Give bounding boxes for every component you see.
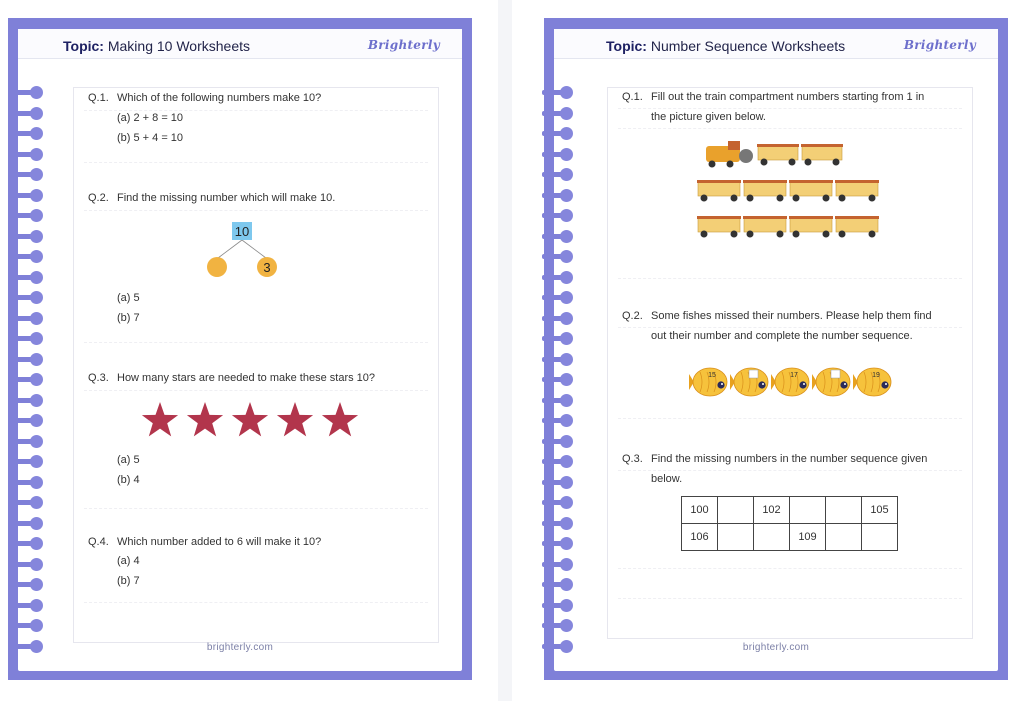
ring-hole (560, 599, 573, 612)
ring-hole (30, 291, 43, 304)
divider (618, 128, 962, 129)
spiral-ring (12, 250, 48, 263)
spiral-ring (12, 394, 48, 407)
table-cell-blank[interactable] (754, 524, 790, 551)
table-cell-blank[interactable] (826, 497, 862, 524)
wheel-icon (789, 159, 796, 166)
ring-hole (30, 394, 43, 407)
topic-label: Topic: (63, 38, 104, 54)
spiral-ring (542, 435, 578, 448)
option-b: (b) 4 (117, 474, 140, 486)
wheel-icon (701, 195, 708, 202)
divider (618, 108, 962, 109)
ring-hole (560, 86, 573, 99)
spiral-ring (12, 517, 48, 530)
question-number: Q.1. (88, 92, 109, 104)
spiral-ring (12, 558, 48, 571)
wheel-icon (793, 195, 800, 202)
topic-title: Number Sequence Worksheets (650, 38, 846, 54)
worksheet-sheet (544, 18, 1008, 680)
ring-hole (560, 435, 573, 448)
option-a: (a) 5 (117, 292, 140, 304)
option-b: (b) 5 + 4 = 10 (117, 132, 184, 144)
ring-hole (30, 86, 43, 99)
option-b: (b) 7 (117, 575, 140, 587)
divider (84, 508, 428, 509)
spiral-ring (542, 476, 578, 489)
page-title (606, 38, 845, 54)
table-cell: 100 (682, 497, 718, 524)
ring-hole (560, 230, 573, 243)
divider (618, 418, 962, 419)
spiral-ring (12, 107, 48, 120)
wheel-icon (805, 159, 812, 166)
table-cell-blank[interactable] (718, 497, 754, 524)
question-3 (88, 372, 375, 384)
ring-hole (560, 619, 573, 632)
divider (84, 342, 428, 343)
spiral-ring (542, 107, 578, 120)
spiral-ring (542, 599, 578, 612)
wheel-icon (839, 195, 846, 202)
number-sequence-table (681, 496, 898, 551)
wheel-icon (747, 231, 754, 238)
train-picture (696, 138, 886, 246)
ring-hole (560, 189, 573, 202)
spiral-ring (542, 414, 578, 427)
train-car (698, 182, 740, 196)
topic-label: Topic: (606, 38, 647, 54)
ring-hole (30, 332, 43, 345)
ring-hole (560, 353, 573, 366)
divider (84, 210, 428, 211)
ring-hole (560, 640, 573, 653)
ring-hole (560, 107, 573, 120)
train-car-roof (789, 180, 833, 183)
spiral-ring (542, 455, 578, 468)
worksheet-page (554, 29, 998, 671)
bond-line (218, 240, 242, 258)
ring-hole (30, 373, 43, 386)
wheel-icon (869, 195, 876, 202)
ring-hole (560, 373, 573, 386)
ring-hole (560, 496, 573, 509)
ring-hole (30, 537, 43, 550)
ring-hole (30, 496, 43, 509)
spiral-ring (542, 373, 578, 386)
fish-number: 17 (790, 372, 798, 379)
spiral-ring (12, 599, 48, 612)
wheel-icon (823, 195, 830, 202)
train-car (790, 182, 832, 196)
ring-hole (30, 209, 43, 222)
ring-hole (30, 107, 43, 120)
question-text: Find the missing number which will make 10. (117, 192, 336, 204)
worksheet-sheet (8, 18, 472, 680)
wheel-icon (833, 159, 840, 166)
spiral-ring (12, 230, 48, 243)
bond-left-circle (207, 257, 227, 277)
fish-icon (853, 368, 891, 396)
question-2-line-2: out their number and complete the number sequence. (651, 330, 913, 342)
spiral-ring (542, 496, 578, 509)
ring-hole (30, 640, 43, 653)
table-row (682, 497, 898, 524)
train-car-roof (835, 216, 879, 219)
worksheet-header (18, 29, 462, 59)
ring-hole (560, 250, 573, 263)
spiral-ring (12, 148, 48, 161)
spiral-ring (542, 619, 578, 632)
train-car-roof (743, 216, 787, 219)
question-2 (622, 310, 932, 322)
star-icon (277, 402, 313, 436)
spiral-ring (12, 414, 48, 427)
question-text: Which number added to 6 will make it 10? (117, 536, 322, 548)
divider (84, 390, 428, 391)
ring-hole (30, 435, 43, 448)
divider (84, 162, 428, 163)
footer-url: brighterly.com (742, 642, 810, 653)
question-number: Q.3. (622, 453, 643, 465)
question-number: Q.3. (88, 372, 109, 384)
page-title (63, 38, 250, 54)
ring-hole (30, 230, 43, 243)
ring-hole (30, 189, 43, 202)
brighterly-logo: Brighterly (903, 38, 976, 52)
ring-hole (30, 455, 43, 468)
spiral-ring (542, 168, 578, 181)
divider (618, 568, 962, 569)
spiral-ring (542, 558, 578, 571)
ring-hole (30, 619, 43, 632)
fish-icon (689, 368, 727, 396)
table-cell: 109 (790, 524, 826, 551)
table-cell-blank[interactable] (790, 497, 826, 524)
worksheet-page (18, 29, 462, 671)
ring-hole (30, 414, 43, 427)
fish-number: 19 (872, 372, 880, 379)
train-car (758, 146, 798, 160)
divider (618, 327, 962, 328)
spiral-ring (542, 312, 578, 325)
questions-box (607, 87, 973, 639)
question-3-line-2: below. (651, 473, 683, 485)
spiral-ring (12, 168, 48, 181)
ring-hole (30, 599, 43, 612)
question-number: Q.4. (88, 536, 109, 548)
question-text: Fill out the train compartment numbers starting from 1 in (651, 91, 925, 103)
table-cell-blank[interactable] (718, 524, 754, 551)
spiral-ring (12, 86, 48, 99)
train-car (802, 146, 842, 160)
train-car-roof (789, 216, 833, 219)
ring-hole (560, 517, 573, 530)
table-cell: 105 (862, 497, 898, 524)
spiral-ring (542, 209, 578, 222)
train-car-roof (801, 144, 843, 147)
ring-hole (30, 558, 43, 571)
spiral-ring (12, 127, 48, 140)
spiral-ring (542, 353, 578, 366)
spiral-ring (12, 476, 48, 489)
table-cell: 102 (754, 497, 790, 524)
spiral-ring (12, 271, 48, 284)
wheel-icon (709, 161, 716, 168)
option-a: (a) 2 + 8 = 10 (117, 112, 184, 124)
spiral-ring (542, 86, 578, 99)
stars-group (140, 400, 360, 440)
spiral-ring (12, 353, 48, 366)
ring-hole (560, 414, 573, 427)
option-a: (a) 4 (117, 555, 140, 567)
fish-number: 15 (708, 372, 716, 379)
table-cell-blank[interactable] (826, 524, 862, 551)
worksheet-card-number-sequence[interactable] (512, 0, 1024, 701)
fish-icon (730, 368, 768, 396)
spiral-ring (12, 455, 48, 468)
train-car (744, 218, 786, 232)
wheel-icon (777, 195, 784, 202)
worksheet-card-making-10[interactable] (0, 0, 498, 701)
fish-icon (812, 368, 850, 396)
wheel-icon (839, 231, 846, 238)
bond-top-number: 10 (234, 224, 250, 239)
wheel-icon (793, 231, 800, 238)
ring-hole (560, 455, 573, 468)
wheel-icon (869, 231, 876, 238)
spiral-ring (542, 230, 578, 243)
question-3 (622, 453, 927, 465)
ring-hole (30, 271, 43, 284)
spiral-ring (542, 640, 578, 653)
question-text: Which of the following numbers make 10? (117, 92, 322, 104)
fish-blank-box[interactable] (831, 370, 840, 378)
wheel-icon (727, 161, 734, 168)
ring-hole (30, 250, 43, 263)
ring-hole (30, 148, 43, 161)
ring-hole (560, 558, 573, 571)
wheel-icon (777, 231, 784, 238)
ring-hole (560, 148, 573, 161)
ring-hole (30, 127, 43, 140)
fish-blank-box[interactable] (749, 370, 758, 378)
ring-hole (560, 394, 573, 407)
spiral-ring (542, 189, 578, 202)
spiral-ring (12, 496, 48, 509)
spiral-ring (542, 578, 578, 591)
train-car (836, 218, 878, 232)
topic-title: Making 10 Worksheets (107, 38, 250, 54)
spiral-ring (12, 373, 48, 386)
option-b: (b) 7 (117, 312, 140, 324)
table-row (682, 524, 898, 551)
spiral-ring (12, 291, 48, 304)
wheel-icon (701, 231, 708, 238)
train-car (698, 218, 740, 232)
question-2 (88, 192, 335, 204)
spiral-ring (12, 578, 48, 591)
spiral-ring (542, 148, 578, 161)
star-icon (232, 402, 268, 436)
questions-box (73, 87, 439, 643)
ring-hole (560, 578, 573, 591)
spiral-ring (12, 640, 48, 653)
train-car (744, 182, 786, 196)
question-1 (88, 92, 321, 104)
question-text: How many stars are needed to make these stars 10? (117, 372, 376, 384)
spiral-ring (12, 537, 48, 550)
question-number: Q.2. (88, 192, 109, 204)
divider (84, 110, 428, 111)
train-car-roof (697, 180, 741, 183)
ring-hole (560, 332, 573, 345)
divider (618, 278, 962, 279)
divider (618, 598, 962, 599)
ring-hole (30, 476, 43, 489)
question-4 (88, 536, 321, 548)
worksheet-header (554, 29, 998, 59)
ring-hole (560, 168, 573, 181)
spiral-ring (542, 271, 578, 284)
train-car (836, 182, 878, 196)
table-cell-blank[interactable] (862, 524, 898, 551)
ring-hole (560, 271, 573, 284)
wheel-icon (823, 231, 830, 238)
fish-sequence (688, 364, 898, 400)
spiral-ring (12, 312, 48, 325)
spiral-ring (542, 537, 578, 550)
spiral-ring (542, 517, 578, 530)
spiral-ring (542, 291, 578, 304)
ring-hole (560, 476, 573, 489)
spiral-ring (12, 189, 48, 202)
train-car-roof (757, 144, 799, 147)
footer-url: brighterly.com (206, 642, 274, 653)
option-a: (a) 5 (117, 454, 140, 466)
ring-hole (30, 168, 43, 181)
train-engine-wheel (739, 149, 753, 163)
question-text: Find the missing numbers in the number sequence given (651, 453, 928, 465)
ring-hole (30, 353, 43, 366)
question-number: Q.2. (622, 310, 643, 322)
train-car-roof (743, 180, 787, 183)
wheel-icon (731, 231, 738, 238)
ring-hole (560, 537, 573, 550)
question-text: Some fishes missed their numbers. Please help them find (651, 310, 932, 322)
bond-right-number: 3 (263, 260, 271, 275)
spiral-ring (542, 332, 578, 345)
question-number: Q.1. (622, 91, 643, 103)
train-car (790, 218, 832, 232)
spiral-ring (12, 209, 48, 222)
spiral-ring (542, 127, 578, 140)
ring-hole (560, 209, 573, 222)
ring-hole (560, 312, 573, 325)
table-cell: 106 (682, 524, 718, 551)
fish-icon (771, 368, 809, 396)
train-engine-cab (728, 141, 740, 150)
spiral-ring (12, 332, 48, 345)
spiral-ring (12, 619, 48, 632)
spiral-ring (542, 394, 578, 407)
bond-line (242, 240, 266, 258)
train-car-roof (835, 180, 879, 183)
spiral-ring (12, 435, 48, 448)
star-icon (187, 402, 223, 436)
divider (84, 602, 428, 603)
wheel-icon (731, 195, 738, 202)
brighterly-logo: Brighterly (367, 38, 440, 52)
wheel-icon (747, 195, 754, 202)
star-icon (142, 402, 178, 436)
ring-hole (560, 127, 573, 140)
wheel-icon (761, 159, 768, 166)
ring-hole (30, 312, 43, 325)
ring-hole (30, 517, 43, 530)
question-1 (622, 91, 924, 103)
ring-hole (30, 578, 43, 591)
spiral-ring (542, 250, 578, 263)
star-icon (322, 402, 358, 436)
question-1-line-2: the picture given below. (651, 111, 766, 123)
number-bond-diagram (200, 220, 280, 280)
ring-hole (560, 291, 573, 304)
train-car-roof (697, 216, 741, 219)
divider (618, 470, 962, 471)
